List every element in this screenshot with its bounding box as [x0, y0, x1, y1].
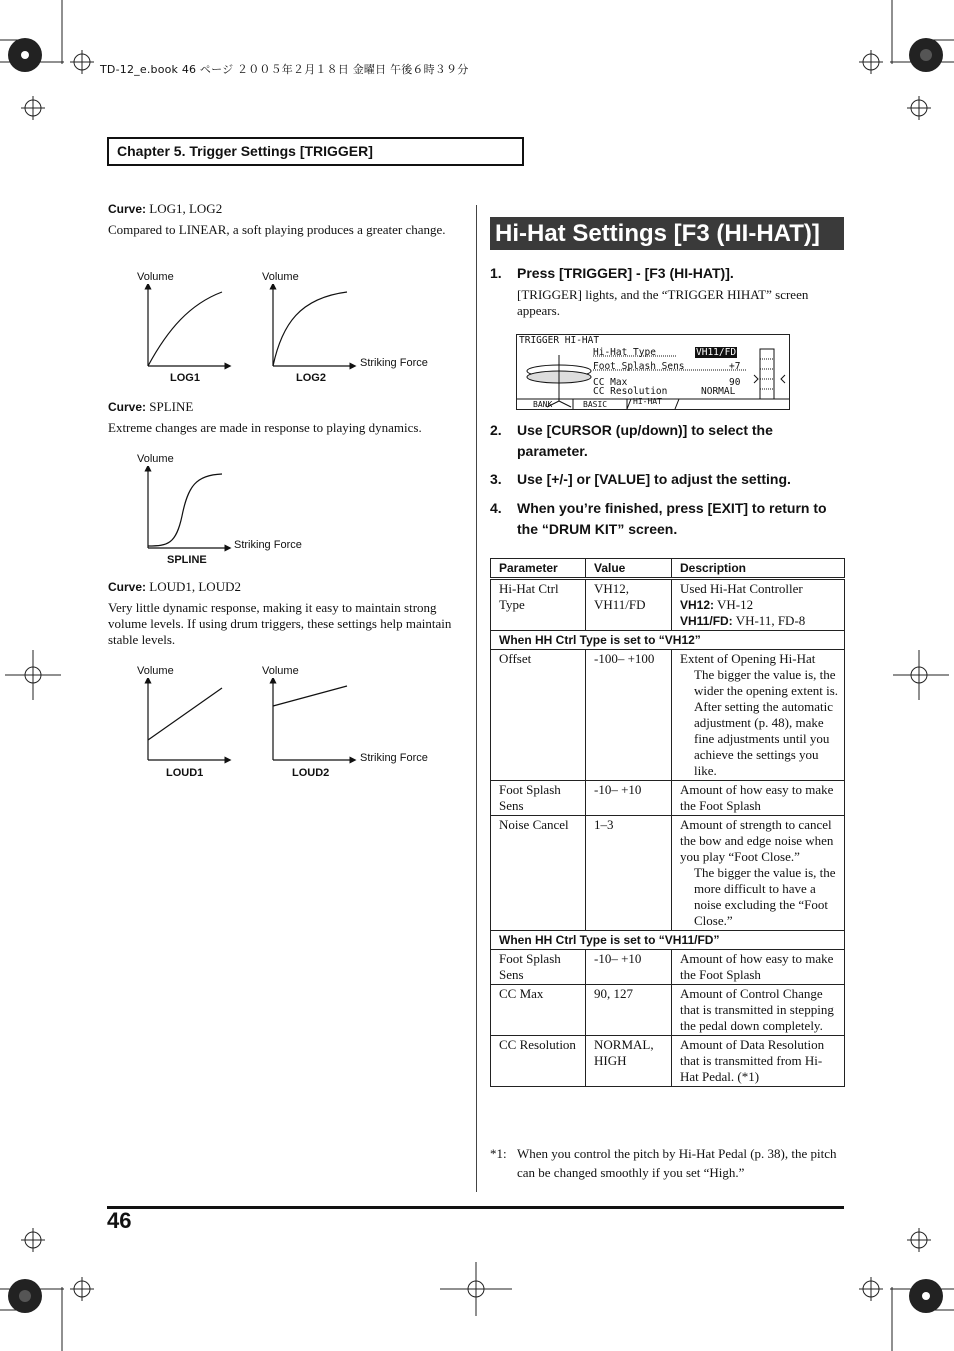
graph-xlabel: Striking Force — [360, 752, 428, 764]
table-row — [491, 985, 845, 1036]
graph-ylabel: Volume — [137, 453, 174, 465]
table-header: Value — [586, 559, 672, 579]
table-row — [491, 781, 845, 816]
graph-ylabel: Volume — [137, 665, 174, 677]
lcd-tab-basic: BASIC — [583, 400, 608, 409]
table-cell: Hi-Hat Ctrl Type — [491, 579, 586, 631]
footnote — [490, 1144, 845, 1182]
graph-xlabel: Striking Force — [360, 357, 428, 369]
footnote-mark: *1: — [490, 1146, 507, 1161]
table-cell: NORMAL, HIGH — [586, 1036, 672, 1087]
graph-ylabel: Volume — [262, 665, 299, 677]
table-header: Description — [672, 559, 845, 579]
table-header: Parameter — [491, 559, 586, 579]
lcd-tab-hihat: HI-HAT — [633, 397, 662, 406]
table-cell: VH12, VH11/FD — [586, 579, 672, 631]
file-info-header: TD-12_e.book 46 ページ ２００５年２月１８日 金曜日 午後６時３９分 — [100, 63, 469, 76]
graph-caption-log1: LOG1 — [170, 372, 200, 384]
footnote-text: When you control the pitch by Hi-Hat Pedal (p. 38), the pitch can be changed smoothly if you set “High.” — [517, 1146, 837, 1180]
lcd-row-value: NORMAL — [701, 386, 736, 397]
table-section-heading: When HH Ctrl Type is set to “VH11/FD” — [491, 931, 845, 950]
table-cell: -10– +10 — [586, 781, 672, 816]
table-cell: Used Hi-Hat Controller VH12: VH-12 VH11/FD: VH-11, FD-8 — [672, 579, 845, 631]
graph-caption-log2: LOG2 — [296, 372, 326, 384]
curve-spline-heading: Curve: SPLINE — [108, 399, 194, 414]
loud-curves-graph — [140, 678, 360, 768]
table-cell: Amount of how easy to make the Foot Splash — [672, 950, 845, 985]
lcd-row-label: Hi-Hat Type — [593, 347, 656, 358]
table-cell: Noise Cancel — [491, 816, 586, 931]
table-row — [491, 1036, 845, 1087]
lcd-tab-bank: BANK — [533, 400, 553, 409]
lcd-title: TRIGGER HI-HAT — [519, 335, 600, 346]
table-row — [491, 816, 845, 931]
table-section-row — [491, 931, 845, 950]
page-number: 46 — [107, 1208, 132, 1233]
graph-caption-spline: SPLINE — [167, 554, 207, 566]
footer-rule — [107, 1206, 844, 1209]
step-1-note: [TRIGGER] lights, and the “TRIGGER HIHAT” screen appears. — [517, 287, 809, 318]
table-cell: Foot Splash Sens — [491, 950, 586, 985]
table-cell: CC Max — [491, 985, 586, 1036]
table-cell: Foot Splash Sens — [491, 781, 586, 816]
column-divider — [476, 205, 477, 1192]
graph-caption-loud1: LOUD1 — [166, 767, 204, 779]
lcd-row-value: 90 — [729, 377, 741, 388]
parameter-table — [490, 558, 845, 1087]
table-cell: -10– +10 — [586, 950, 672, 985]
table-row — [491, 579, 845, 631]
table-cell: Amount of Control Change that is transmitted in stepping the pedal down completely. — [672, 985, 845, 1036]
lcd-screen — [516, 334, 790, 410]
table-cell: Amount of how easy to make the Foot Splash — [672, 781, 845, 816]
table-header-row — [491, 559, 845, 579]
table-cell: 1–3 — [586, 816, 672, 931]
table-cell: Amount of strength to cancel the bow and edge noise when you play “Foot Close.” The bigger the value is, the more difficult to have a noise excluding the “Foot Close.” — [672, 816, 845, 931]
curve-log-heading: Curve: LOG1, LOG2 — [108, 201, 223, 216]
table-row — [491, 950, 845, 985]
table-cell: -100– +100 — [586, 650, 672, 781]
graph-xlabel: Striking Force — [234, 539, 302, 551]
lcd-row-value: +7 — [729, 361, 741, 372]
graph-caption-loud2: LOUD2 — [292, 767, 330, 779]
log-curves-graph — [140, 284, 360, 374]
table-row — [491, 650, 845, 781]
table-section-row — [491, 631, 845, 650]
table-cell: CC Resolution — [491, 1036, 586, 1087]
lcd-row-label: CC Max — [593, 377, 628, 388]
curve-log-desc: Compared to LINEAR, a soft playing produces a greater change. — [108, 222, 446, 237]
curve-loud-desc: Very little dynamic response, making it easy to maintain strong volume levels. If using drum triggers, these settings help maintain stable levels. — [108, 600, 452, 647]
lcd-row-label: CC Resolution — [593, 386, 668, 397]
graph-ylabel: Volume — [137, 271, 174, 283]
table-cell: 90, 127 — [586, 985, 672, 1036]
curve-loud-heading: Curve: LOUD1, LOUD2 — [108, 579, 241, 594]
spline-curve-graph — [140, 466, 240, 556]
graph-ylabel: Volume — [262, 271, 299, 283]
table-section-heading: When HH Ctrl Type is set to “VH12” — [491, 631, 845, 650]
table-cell: Offset — [491, 650, 586, 781]
lcd-row-label: Foot Splash Sens — [593, 361, 685, 372]
chapter-title: Chapter 5. Trigger Settings [TRIGGER] — [107, 137, 524, 166]
table-cell: Extent of Opening Hi-Hat The bigger the value is, the wider the opening extent is. After setting the automatic adjustment (p. 48), make fine adjustments until you achieve the settings you like. — [672, 650, 845, 781]
curve-spline-desc: Extreme changes are made in response to playing dynamics. — [108, 420, 422, 435]
table-cell: Amount of Data Resolution that is transmitted from Hi-Hat Pedal. (*1) — [672, 1036, 845, 1087]
section-title: Hi-Hat Settings [F3 (HI-HAT)] — [490, 217, 844, 250]
lcd-row-value-selected: VH11/FD — [696, 347, 737, 358]
